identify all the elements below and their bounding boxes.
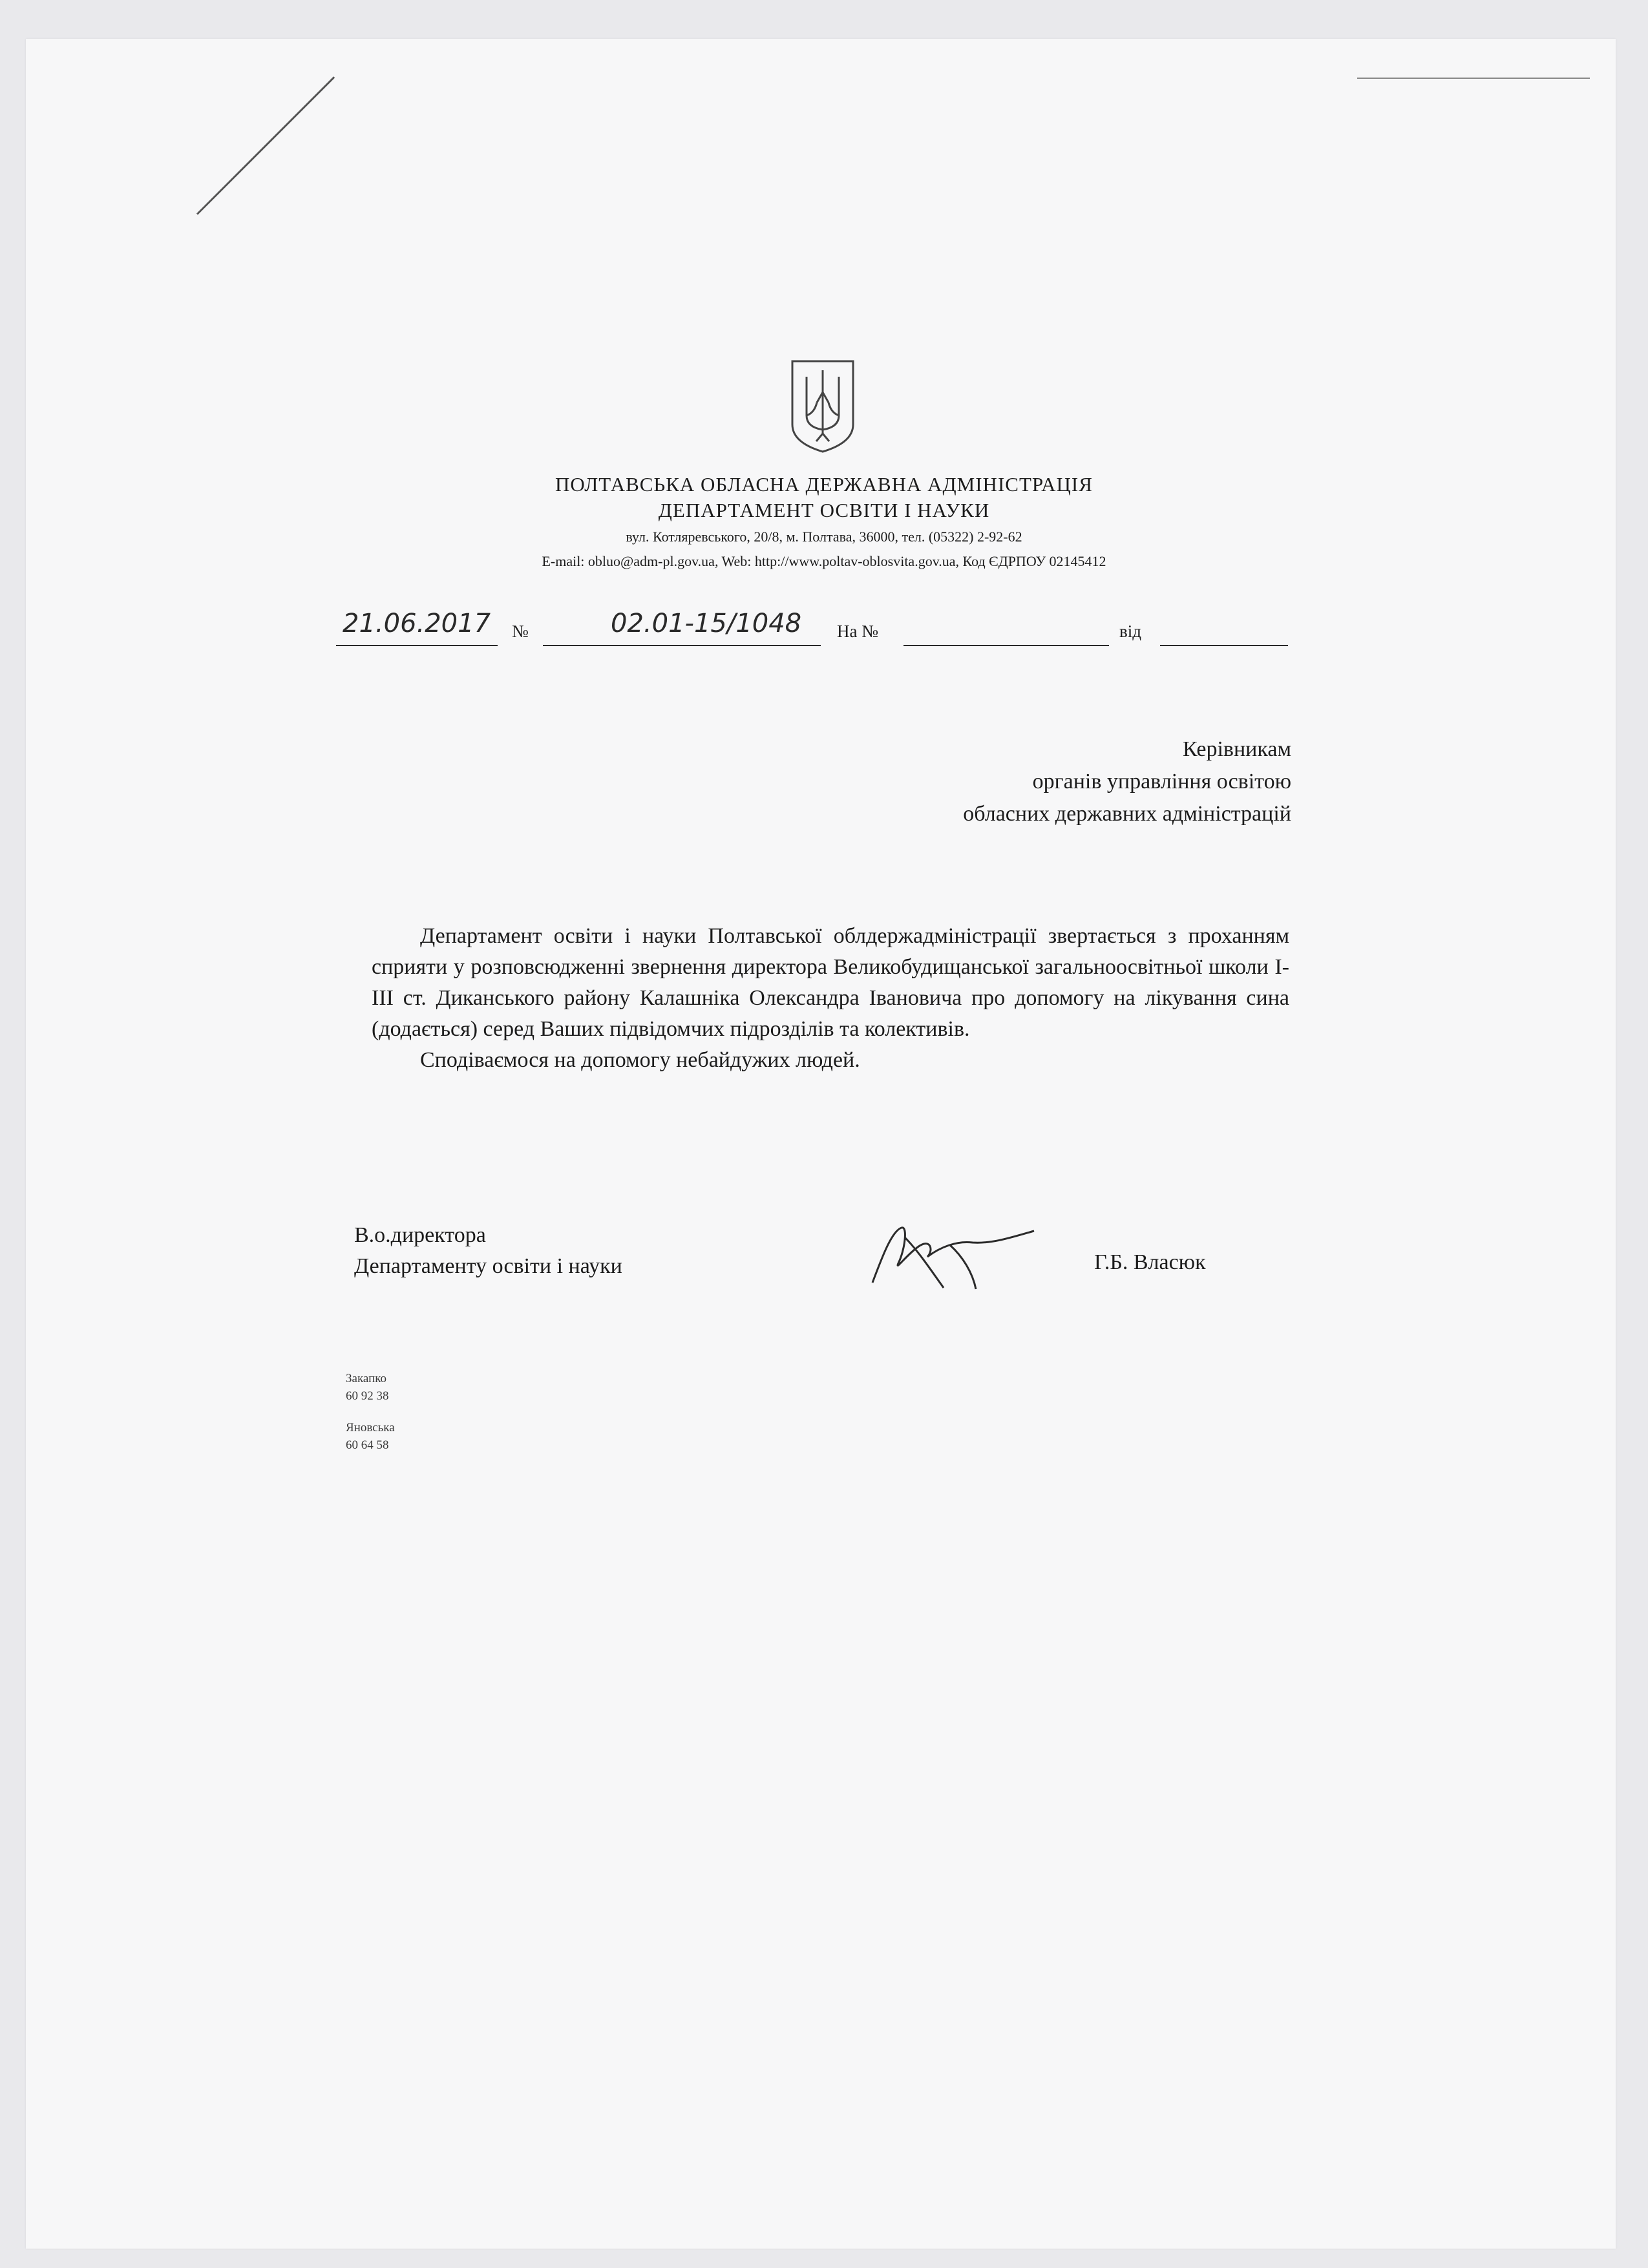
body-paragraph-2: Сподіваємося на допомогу небайдужих людей.	[420, 1048, 860, 1072]
number-underline	[543, 645, 821, 646]
handwritten-signature	[860, 1212, 1053, 1296]
organization-address: вул. Котляревського, 20/8, м. Полтава, 36000, тел. (05322) 2-92-62	[626, 529, 1022, 545]
body-paragraph-1: Департамент освіти і науки Полтавської облдержадміністрації звертається з проханням сприяти у розповсюдженні звернення директора Великобудищанської загальноосвітньої школи І-ІІІ ст. Диканського району Калашніка Олександра Івановича про допомогу на лікування сина (додається) серед Ваших підвідомчих підрозділів та колективів.	[372, 924, 1289, 1041]
executor-1-phone: 60 92 38	[346, 1389, 389, 1403]
organization-name: ПОЛТАВСЬКА ОБЛАСНА ДЕРЖАВНА АДМІНІСТРАЦІЯ	[555, 473, 1093, 496]
addressee-line-2: органів управління освітою	[1032, 770, 1291, 793]
scan-scratch-edge	[1357, 78, 1590, 79]
addressee-line-3: обласних державних адміністрацій	[963, 802, 1291, 826]
letter-body	[372, 921, 1289, 1076]
executor-2-name: Яновська	[346, 1421, 395, 1434]
from-label: від	[1119, 622, 1141, 641]
document-date: 21.06.2017	[343, 609, 491, 638]
executor-1-name: Закапко	[346, 1372, 387, 1385]
addressee-block	[963, 733, 1291, 830]
signatory-title-line-2: Департаменту освіти і науки	[354, 1254, 622, 1278]
number-label: №	[512, 622, 529, 641]
date-underline	[336, 645, 498, 646]
organization-contacts: E-mail: obluo@adm-pl.gov.ua, Web: http://www.poltav-oblosvita.gov.ua, Код ЄДРПОУ 02145412	[542, 553, 1106, 569]
reply-underline	[903, 645, 1109, 646]
executors-block	[346, 1370, 395, 1454]
reference-line	[0, 607, 1648, 653]
signatory-title	[354, 1220, 622, 1282]
document-number: 02.01-15/1048	[611, 609, 802, 638]
reply-label: На №	[837, 622, 878, 641]
addressee-line-1: Керівникам	[1183, 737, 1291, 761]
trident-icon	[787, 357, 858, 454]
from-underline	[1160, 645, 1288, 646]
signatory-title-line-1: В.о.директора	[354, 1223, 486, 1247]
executor-2-phone: 60 64 58	[346, 1438, 389, 1452]
department-name: ДЕПАРТАМЕНТ ОСВІТИ І НАУКИ	[658, 499, 990, 521]
signatory-name: Г.Б. Власюк	[1094, 1250, 1206, 1274]
